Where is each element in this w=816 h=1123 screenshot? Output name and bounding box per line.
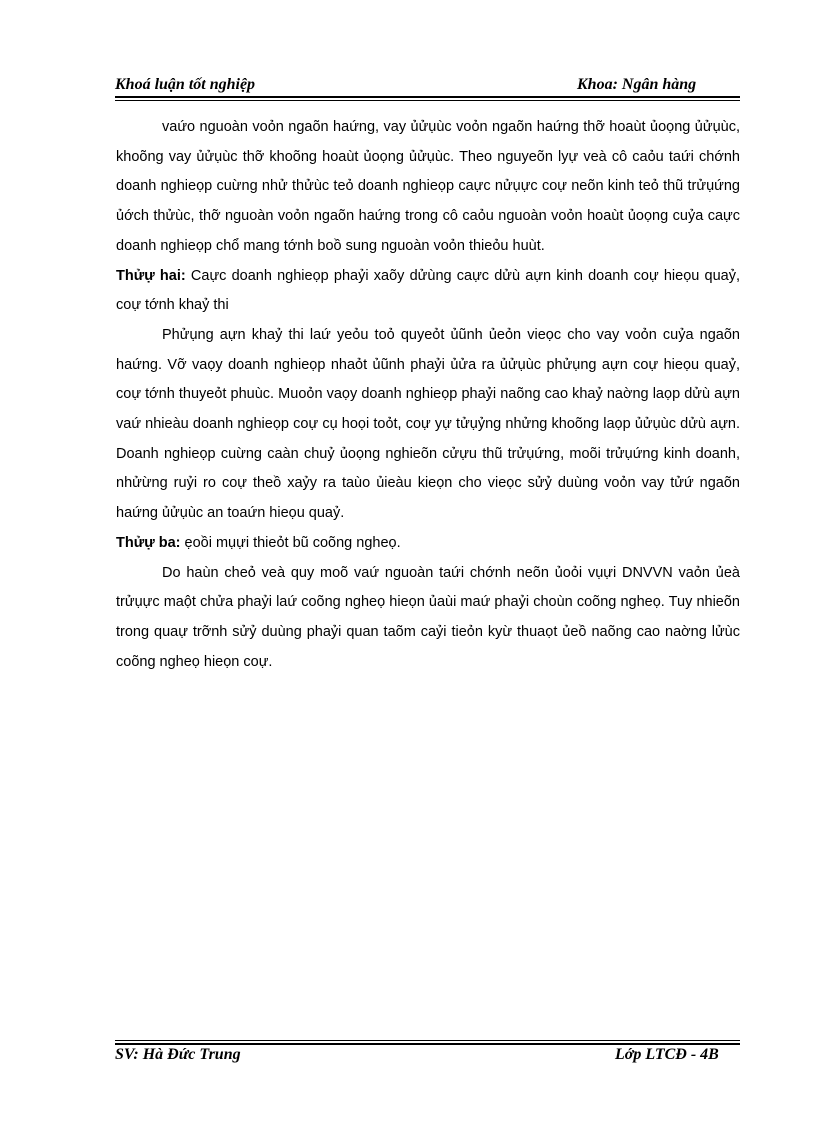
header-thesis-title: Khoá luận tốt nghiệp	[115, 76, 256, 93]
document-body	[116, 113, 740, 677]
header-faculty: Khoa: Ngân hàng	[577, 76, 697, 93]
header-rule-thick	[115, 96, 740, 98]
paragraph-2-text: Caực doanh nghieọp phaỷi xaõy dửùng caực dửù aựn kinh doanh coự hieọu quaỷ, coự tớnh khaỷ thi	[116, 267, 740, 314]
paragraph-4	[116, 529, 740, 559]
footer-rule-thick	[115, 1043, 740, 1045]
footer-rule-thin	[115, 1040, 740, 1041]
section-label-third: Thửự ba:	[116, 534, 181, 551]
paragraph-2	[116, 262, 740, 321]
paragraph-4-text: ẹoồi mụựi thieỏt bũ coõng ngheọ.	[184, 534, 401, 551]
paragraph-3: Phửụng aựn khaỷ thi laứ yeỏu toỏ quyeỏt ủũnh ủeỏn vieọc cho vay voỏn cuỷa ngaõn haứng. Vỡ vaọy doanh nghieọp nhaỏt ủũnh phaỷi ủửa ra ủửụùc phửụng aựn coự hieọu quaỷ, coự tớnh thuyeỏt phuùc. Muoỏn vaọy doanh nghieọp phaỷi naõng cao khaỷ naờng laọp dửù aựn vaứ nhieàu doanh nghieọp coự cụ hoọi toỏt, coự yự tửụỷng nhửng khoõng laọp ủửụùc dửù aựn. Doanh nghieọp cuừng caàn chuỷ ủoọng nghieõn cửựu thũ trửụứng, moõi trửụứng kinh doanh, nhửừng ruỷi ro coự theồ xaỷy ra taùo ủieàu kieọn cho vieọc sửỷ duùng voỏn vay tửứ ngaõn haứng ủửụùc an toaứn hieọu quaỷ.	[116, 326, 740, 522]
footer-student-name: SV: Hà Đức Trung	[115, 1046, 241, 1063]
page-footer	[115, 1046, 740, 1068]
page-header	[115, 76, 740, 98]
paragraph-5: Do haùn cheỏ veà quy moõ vaứ nguoàn taứi chớnh neõn ủoỏi vụựi DNVVN vaỏn ủeà trửụực maột chửa phaỷi laứ coõng ngheọ hieọn ủaùi maứ phaỷi choùn coõng ngheọ. Tuy nhieõn trong quaự trỡnh sửỷ duùng phaỷi quan taõm caỷi tieỏn kyừ thuaọt ủeồ naõng cao naờng lửùc coõng ngheọ hieọn coự.	[116, 564, 740, 670]
header-rule-thin	[115, 100, 740, 101]
paragraph-1: vaứo nguoàn voỏn ngaõn haứng, vay ủửụùc voỏn ngaõn haứng thỡ hoaùt ủoọng ủửụùc, khoõng vay ủửụùc thỡ khoõng hoaùt ủoọng ủửụùc. Theo nguyeõn lyự veà cô caỏu taứi chớnh doanh nghieọp cuừng nhử thửùc teỏ doanh nghieọp caực nửụực coự neõn kinh teỏ thũ trửụứng ủớch thửùc, thỡ nguoàn voỏn ngaõn haứng trong cô caỏu nguoàn voỏn hoaùt ủoọng cuỷa caực doanh nghieọp chổ mang tớnh boồ sung nguoàn voỏn thieỏu huùt.	[116, 119, 740, 254]
section-label-second: Thửự hai:	[116, 267, 186, 284]
footer-class: Lớp LTCĐ - 4B	[615, 1046, 719, 1063]
